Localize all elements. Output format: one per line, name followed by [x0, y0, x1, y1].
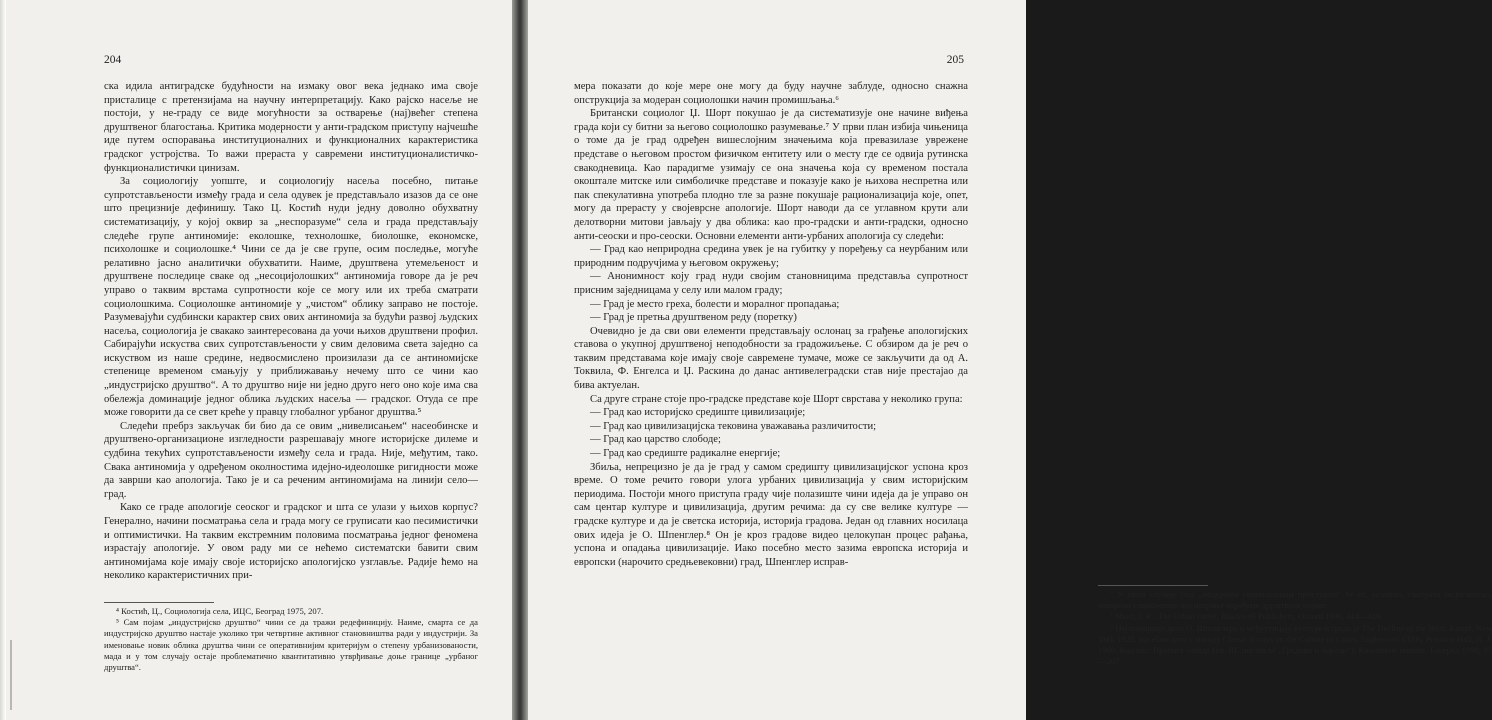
paragraph: Британски социолог Џ. Шорт покушао је да систематизује оне начине виђења града који су битни за његово социолошко разумевање.⁷ У први план избија чињеница о томе да је град одређен вишеслојним значењима која превазилазе уврежене представе о његовом простом физичком ентитету или о месту где се одвија рутинска свакодневица. Као парадигме узимају се она значења која су временом постала окоштале митске или симболичке представе и показује како је њихова неспретна или пак спекулативна употреба плодно тле за разне покушаје рационализација које, опет, могу да прерасту у својеврсне апологије. Шорт наводи да се углавном крути али делотворни митови јављају у два облика: као про-градски и анти-градски, односно анти-сеоски и про-сеоски. Основни елементи анти-урбаних апологија су следећи:: [574, 108, 968, 242]
paragraph: Очевидно је да сви ови елементи представљају ослонац за грађење апологијских ставова о укупној друштвеној неподобности за градожиљење. С обзиром да је реч о таквим представама које имају своје савремене тумаче, може се закључити да од А. Токвила, Ф. Енгелса и Џ. Раскина до данас антивелеградски став није престајао да бива актуелан.: [574, 325, 968, 392]
left-body-text: [104, 80, 478, 583]
list-item: — Град као царство слободе;: [590, 434, 721, 446]
footnote-rule: [104, 602, 214, 603]
footnote: ⁶ У овом случају под „модерним социолошким приступом“ ће се, условно, сматрати недогматско, отворено социолошко посматрање одређене друштвене појаве.: [1098, 589, 1492, 611]
footnote: ⁸ Најзначајније дело О. Шпенглера о међуутицају културе и града је The Decline of the West, Knopf, New York 1928, посебно дато у изводу Classic Essays on the Culture of Cities, Englewood Cliffs, Prentice-Hall, N. J. 1969. Код нас: Пропаст запада (кн. III, поглавље „Градови и народи“), Књижевне новине, Београд 1990, 97—207.: [1098, 622, 1492, 667]
paragraph: Збиља, непрецизно је да је град у самом средишту цивилизацијског успона кроз време. О томе речито говори улога урбаних цивилизација у свим историјским периодима. Постоји много приступа граду чије полазиште чини идеја да је управо он сам центар културе и цивилизација, другим речима: да су све велике културе — градске културе и да је светска историја, историја градова. Један од главних носилаца ових идеја је О. Шпенглер.⁸ Он је кроз градове видео целокупан процес рађања, успона и опадања цивилизације. Иако посебно место зазима европска историја и европски (нарочито средњевековни) град, Шпенглер исправ-: [574, 461, 968, 568]
paragraph: ска идила антиградске будућности на измаку овог века једнако има своје присталице с претензијама на научну интерпретацију. Како рајско насеље не постоји, у не-граду се виде могућности за остварење (нај)већег степена друштвеног благостања. Критика модерности у анти-градском приступу најчешће иде путем оспоравања институционалних и функционалних карактеристика градског устројства. То важи прераста у савремени институционалистичко-функционалистички цинизам.: [104, 81, 478, 174]
list-item: — Град као неприродна средина увек је на губитку у поређењу са неурбаним или природним подручјима у његовом окружењу;: [574, 244, 968, 269]
footnote: ⁷ Short, J. R., The Urban Order, Blackwell Publishers, Oxford 1996, 414—416.: [1110, 611, 1383, 622]
list-item: — Град као средиште радикалне енергије;: [590, 448, 781, 460]
footnote: ⁴ Костић, Ц., Социологија села, ИЦС, Београд 1975, 207.: [116, 606, 324, 616]
footnote: ⁵ Сам појам „индустријско друштво“ чини се да тражи редефиницију. Наиме, смарта се да индустријско друштво настаје уколико три четвртине активног становништва ради у индустрији. За именовање новик облика друштва чини се оперативнијим критеријум о степену урбанизованости, мада и у том случају остаје проблематично квантитативно утврђивање доње границе „урбаног друштва“.: [104, 617, 478, 673]
paragraph: мера показати до које мере оне могу да буду научне заблуде, односно снажна опструкција за модеран социолошки начин промишљања.⁶: [574, 81, 968, 106]
list-item: — Град као цивилизацијска тековина уважавања различитости;: [590, 420, 877, 432]
paragraph: Следећи пребрз закључак би био да се овим „нивелисањем“ насеобинске и друштвено-организационе изгледности разрешавају многе историјске дилеме и судбина текућих супротстављености између села и града. Није, међутим, тако. Свака антиномија у одређеном околностима идејно-идеолошке ригидности може да заврши као апологија. Тако је и са реченим антиномијама на линији село—град.: [104, 420, 478, 500]
page-number-left: 204: [104, 54, 122, 66]
page-number-right: 205: [946, 54, 964, 66]
paragraph: Како се граде апологије сеоског и градског и шта се улази у њихов корпус? Генерално, начини посматрања села и града могу се груписати као песимистички и оптимистички. На таквим екстремним половима посматрања једног феномена израстају апологије. У овом раду ми се нећемо систематски бавити свим антиномијама које имају своје историјско апологијско узглавље. Радије ћемо на неколико карактеристичних при-: [104, 502, 478, 582]
right-body-text: [574, 80, 968, 569]
list-item: — Град као историјско средиште цивилизације;: [590, 407, 806, 419]
paragraph: Са друге стране стоје про-градске представе које Шорт сврстава у неколико група:: [590, 393, 963, 405]
left-footnotes: [104, 602, 478, 673]
footnote-rule: [1098, 585, 1208, 586]
page-edge-left: [0, 0, 6, 720]
list-item: — Град је претња друштвеном реду (поретку): [590, 312, 797, 324]
right-footnotes: [1098, 585, 1492, 667]
list-item: — Анонимност коју град нуди својим становницима представља супротност присним заједницама у селу или малом граду;: [574, 271, 968, 296]
scan-edge-mark: [10, 640, 12, 710]
paragraph: За социологију уопште, и социологију насеља посебно, питање супротстављености између града и села одувек је представљало изазов да се оне што прецизније дефинишу. Тако Ц. Костић нуди једну доволно обухватну систематизацију, у којој оквир за „неспоразуме“ села и града представљају следеће групе антиномије: еколошке, технолошке, биолошке, економске, психолошке и социолошке.⁴ Чини се да је све групе, осим последње, могуће релативно јасно аналитички обухватити. Наиме, друштвена утемељеност и друштвене последице сваке од „несоцијолошких“ антиномија говоре да је реч управо о таквим врстама супротности које се могу или их треба сматрати социолошкима. Социолошке антиномије у „чистом“ облику заправо не постоје. Разумевајући судбински карактер свих ових антиномија за будући развој људских насеља, социологија је свакако заинтересована да уочи њихов друштвени профил. Сабирајући искуства свих супротстављености у свим деловима света заједно са искуством из наше средине, недвосмислено произилази да се антиномијске степенице временом смањују у приближавању нечему што се чини као „индустријско друштво“. А то друштво није ни једно друго него оно које има сва обележја доминације једног облика људских насеља — градског. Отуда се пре може говорити да се свет креће у правцу глобалног урбаног друштва.⁵: [104, 176, 478, 419]
book-gutter: [512, 0, 528, 720]
left-page: [0, 0, 512, 720]
right-page: [528, 0, 1492, 720]
list-item: — Град је место греха, болести и моралног пропадања;: [590, 298, 840, 310]
